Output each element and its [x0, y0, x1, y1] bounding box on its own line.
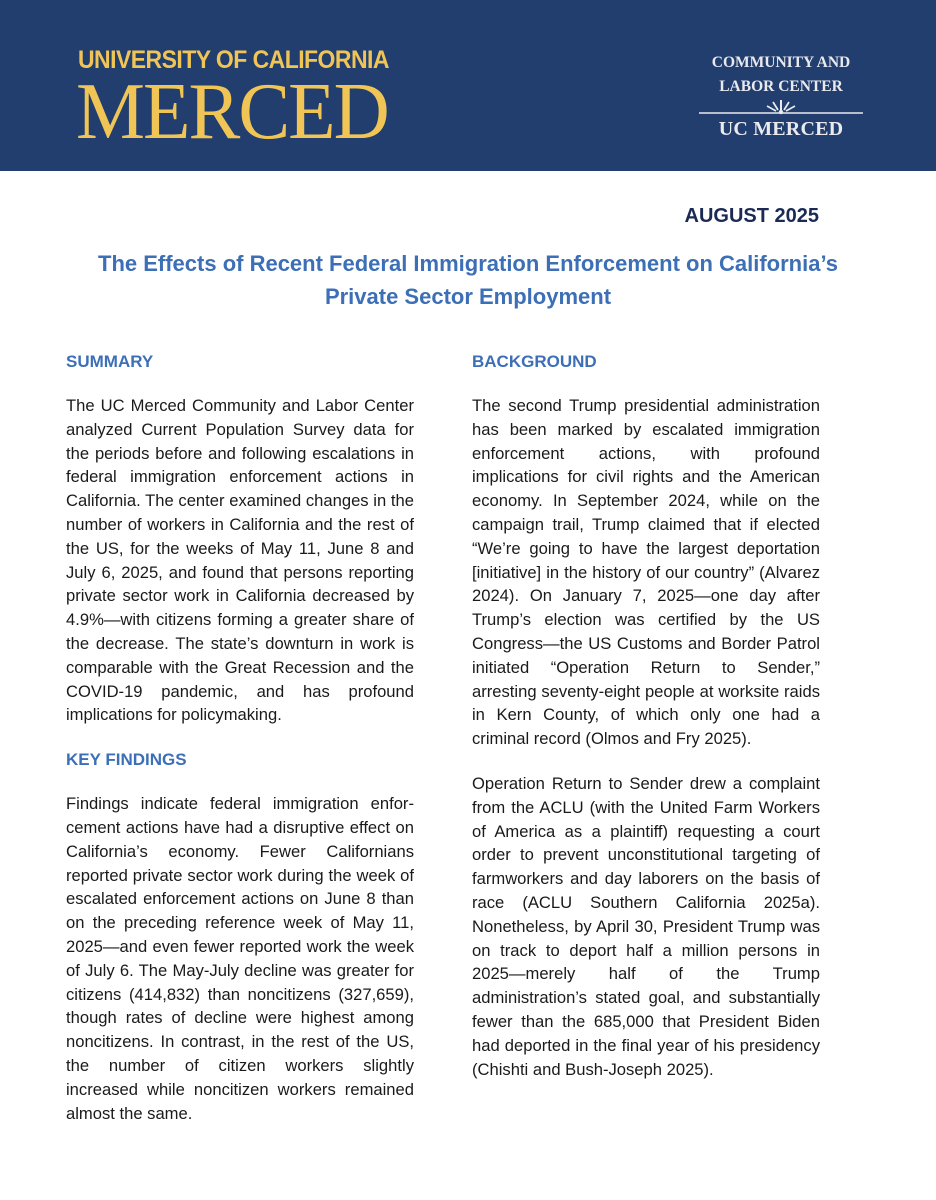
- key-findings-paragraph: Findings indicate federal immigration enforcement actions have had a disruptive effect on California’s economy. Fewer Californians reported private sector work during the week of escalated enforcement actions on June 8 than on the preceding reference week of May 11, 2025—and even fewer reported work the week of July 6. The May-July decline was greater for citizens (414,832) than noncitizens (327,659), though rates of decline were highest among noncitizens. In contrast, in the rest of the US, the number of citizen workers slightly increased while noncitizen workers remained almost the same.: [66, 794, 414, 1123]
- background-heading: BACKGROUND: [472, 352, 597, 371]
- center-logo: [696, 54, 866, 140]
- summary-paragraph: The UC Merced Community and Labor Center analyzed Current Population Survey data for the periods before and following escalations in federal immigration enforcement actions in California. The center examined changes in the number of workers in California and the rest of the US, for the weeks of May 11, June 8 and July 6, 2025, and found that persons reporting private sector work in California decreased by 4.9%—with citizens forming a greater share of the decrease. The state’s downturn in work is comparable with the Great Recession and the COVID-19 pandemic, and has profound implications for policymaking.: [66, 396, 414, 725]
- sunburst-divider-icon: [699, 97, 863, 115]
- header-banner: [0, 0, 936, 171]
- university-name: UNIVERSITY OF CALIFORNIA: [78, 46, 389, 74]
- publication-date: AUGUST 2025: [684, 205, 819, 227]
- center-name-line2: LABOR CENTER: [719, 78, 843, 95]
- left-column: [66, 350, 414, 1146]
- right-column: [472, 350, 820, 1102]
- document-title: The Effects of Recent Federal Immigration Enforcement on California’s Private Sector Employment: [98, 251, 838, 309]
- campus-name: MERCED: [76, 68, 388, 156]
- background-paragraph-1: The second Trump presidential administration has been marked by escalated immigration enforcement actions, with profound implications for civil rights and the American economy. In September 2024, while on the campaign trail, Trump claimed that if elected “We’re going to have the largest deportation [initiative] in the history of our country” (Alvarez 2024). On January 7, 2025—one day after Trump’s election was certified by the US Congress—the US Customs and Border Patrol initiated “Operation Return to Sender,” arresting seventy-eight people at worksite raids in Kern County, of which only one had a criminal record (Olmos and Fry 2025).: [472, 396, 820, 749]
- center-name-line1: COMMUNITY AND: [711, 54, 851, 71]
- center-name-line3: UC MERCED: [718, 118, 844, 140]
- background-paragraph-2: Operation Return to Sender drew a complaint from the ACLU (with the United Farm Workers of America as a plaintiff) requesting a court order to prevent unconstitutional targeting of farmworkers and day laborers on the basis of race (ACLU Southern California 2025a). Nonetheless, by April 30, President Trump was on track to deport half a million persons in 2025—merely half of the Trump administration’s stated goal, and substantially fewer than the 685,000 that President Biden had deported in the final year of his presidency (Chishti and Bush-Joseph 2025).: [472, 773, 820, 1079]
- key-findings-heading: KEY FINDINGS: [66, 750, 187, 770]
- summary-heading: SUMMARY: [66, 352, 154, 371]
